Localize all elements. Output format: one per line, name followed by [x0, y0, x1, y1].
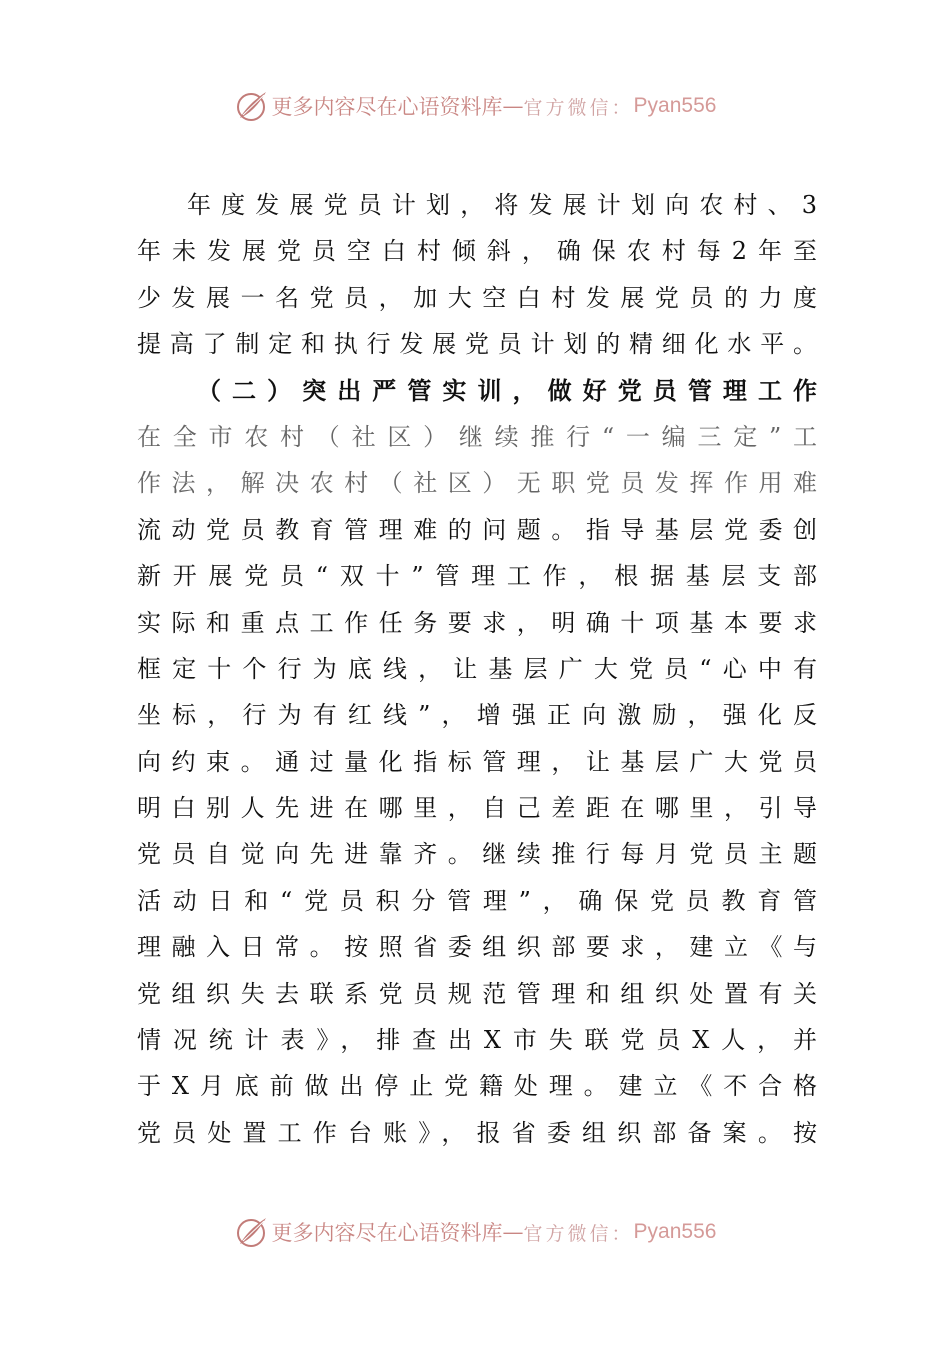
body-line: 在全市农村（社区）继续推行“一编三定”工: [137, 422, 817, 451]
watermark-wechat-label: 官方微信：: [523, 1222, 634, 1245]
body-line: 提高了制定和执行发展党员计划的精细化水平。: [137, 330, 817, 359]
body-line: 作法，解决农村（社区）无职党员发挥作用难: [137, 469, 817, 498]
body-line: 情况统计表》，排查出X市失联党员X人，并: [137, 1026, 817, 1055]
body-line: 于X月底前做出停止党籍处理。建立《不合格: [137, 1072, 817, 1101]
section-heading: （二）突出严管实训，做好党员管理工作: [197, 375, 817, 405]
body-line: 框定十个行为底线，让基层广大党员“心中有: [137, 654, 817, 683]
body-line: 党员自觉向先进靠齐。继续推行每月党员主题: [137, 840, 817, 869]
quill-logo-icon: [234, 88, 270, 124]
watermark-separator: —: [502, 1220, 524, 1244]
watermark-handle: Pyan556: [633, 94, 717, 117]
watermark-brand-text: 更多内容尽在心语资料库: [271, 1221, 503, 1245]
watermark-brand-text: 更多内容尽在心语资料库: [271, 95, 503, 119]
body-line: 坐标，行为有红线”，增强正向激励，强化反: [137, 701, 817, 730]
body-line: 明白别人先进在哪里，自己差距在哪里，引导: [137, 794, 817, 823]
watermark-separator: —: [502, 94, 524, 118]
body-line: 党组织失去联系党员规范管理和组织处置有关: [137, 979, 817, 1008]
body-line: 少发展一名党员，加大空白村发展党员的力度: [137, 283, 817, 312]
body-line: 流动党员教育管理难的问题。指导基层党委创: [137, 515, 817, 544]
footer-watermark-banner: [0, 1212, 950, 1252]
watermark-wechat-label: 官方微信：: [523, 96, 634, 119]
body-line: 年未发展党员空白村倾斜，确保农村每2年至: [137, 237, 817, 266]
body-line: 实际和重点工作任务要求，明确十项基本要求: [137, 608, 817, 637]
header-watermark-banner: [0, 86, 950, 126]
body-line: 党员处置工作台账》，报省委组织部备案。按: [137, 1118, 817, 1147]
body-line: 向约束。通过量化指标管理，让基层广大党员: [137, 747, 817, 776]
body-line: 活动日和“党员积分管理”，确保党员教育管: [137, 886, 817, 915]
body-line: 新开展党员“双十”管理工作，根据基层支部: [137, 562, 817, 591]
quill-logo-icon: [234, 1214, 270, 1250]
watermark-handle: Pyan556: [633, 1220, 717, 1243]
document-body: [137, 182, 817, 1156]
body-line: 年度发展党员计划，将发展计划向农村、3: [187, 191, 817, 219]
body-line: 理融入日常。按照省委组织部要求，建立《与: [137, 933, 817, 962]
